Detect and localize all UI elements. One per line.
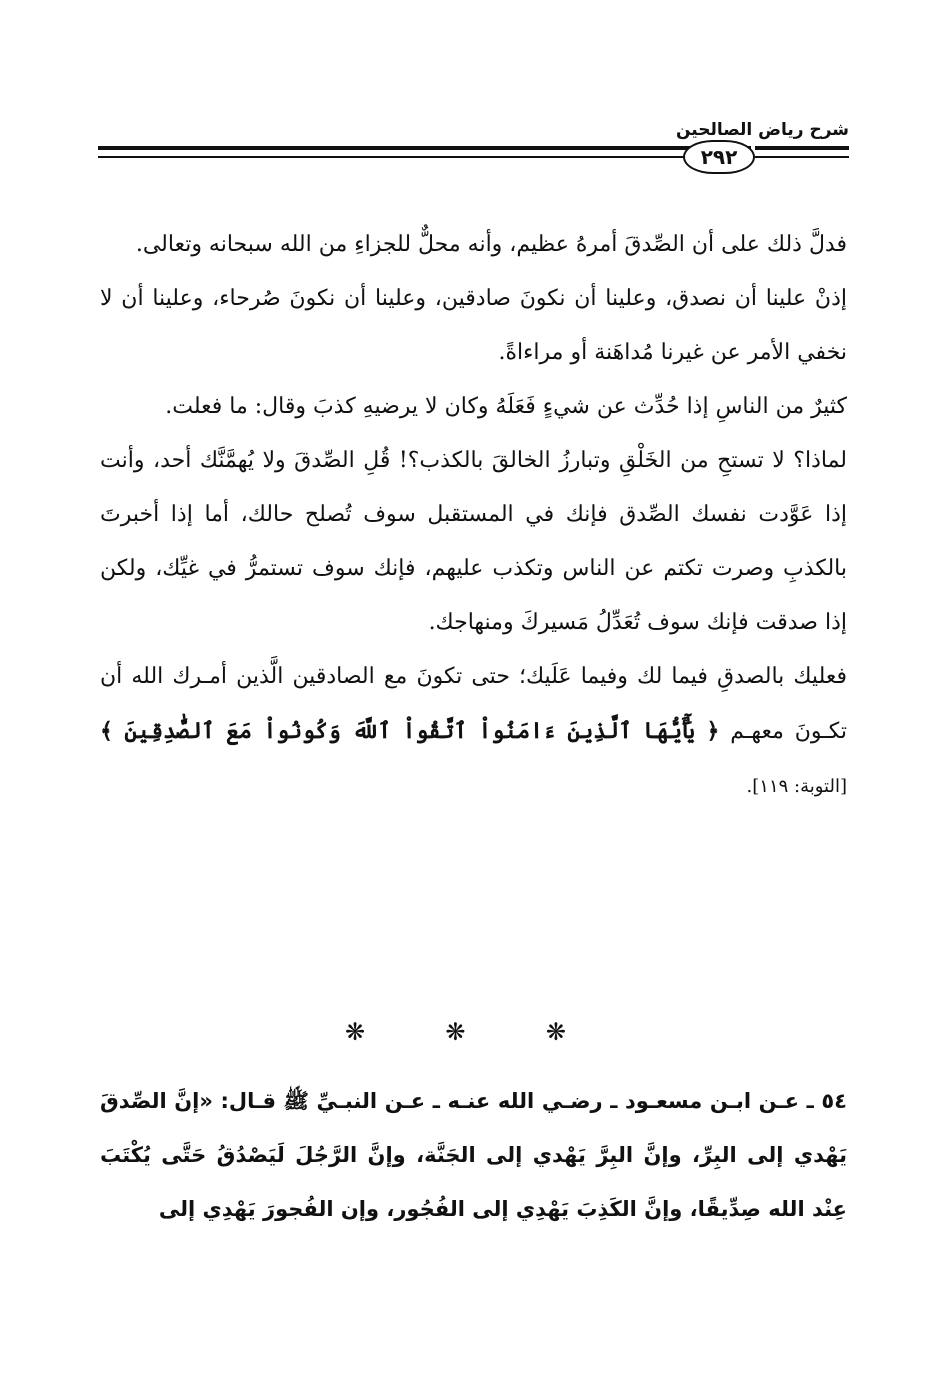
paragraph-1: فدلَّ ذلك على أن الصِّدقَ أمرهُ عظيم، وأنه محلٌّ للجزاءِ من الله سبحانه وتعالى. — [135, 232, 847, 257]
paragraph-5 — [100, 650, 847, 814]
page-number-badge — [683, 140, 755, 174]
paragraph-2: إذنْ علينا أن نصدق، وعلينا أن نكونَ صادقين، وعلينا أن نكونَ صُرحاء، وعلينا أن لا نخفي الأمر عن غيرنا مُداهَنة أو مراءاةً. — [100, 286, 847, 365]
running-header-title: شرح رياض الصالحين — [675, 120, 849, 140]
hadith-text: ٥٤ ـ عـن ابـن مسعـود ـ رضـي الله عنـه ـ عـن النبـيِّ ﷺ قـال: «إنَّ الصِّدقَ يَهْدي إلى البِرِّ، وإنَّ البِرَّ يَهْدي إلى الجَنَّة، وإنَّ الرَّجُلَ لَيَصْدُقُ حَتَّى يُكْتَبَ عِنْد الله صِدِّيقًا، وإنَّ الكَذِبَ يَهْدِي إلى الفُجُور، وإن الفُجورَ يَهْدِي إلى — [100, 1089, 847, 1221]
section-separator: ❋ ❋ ❋ — [344, 1018, 603, 1046]
hadith-block — [100, 1074, 847, 1236]
page-number: ٢٩٢ — [700, 145, 738, 169]
verse-reference: [التوبة: ١١٩]. — [746, 776, 847, 797]
paragraph-4: لماذا؟ لا تستحِ من الخَلْقِ وتبارزُ الخالقَ بالكذب؟! قُلِ الصِّدقَ ولا يُهمَّنَّك أحد، وأنت إذا عَوَّدت نفسك الصِّدق فإنك في المستقبل سوف تُصلح حالك، أما إذا أخبرتَ بالكذبِ وصرت تكتم عن الناس وتكذب عليهم، فإنك سوف تستمرُّ في غيِّك، ولكن إذا صدقت فإنك سوف تُعَدِّلُ مَسيركَ ومنهاجك. — [100, 448, 847, 635]
paragraph-3: كثيرٌ من الناسِ إذا حُدِّث عن شيءٍ فَعَلَهُ وكان لا يرضيهِ كذبَ وقال: ما فعلت. — [165, 394, 847, 419]
header-rule-bottom-right — [755, 156, 849, 158]
paragraph-5-text: فعليك بالصدقِ فيما لك وفيما عَلَيك؛ حتى تكونَ مع الصادقين الَّذين أمـرك الله أن تكـونَ معهـم — [100, 664, 848, 744]
header-rule-top-right — [755, 146, 849, 150]
header-rule-left-thin — [98, 156, 683, 158]
body-text — [100, 218, 847, 814]
quran-verse: ﴿ يَٰٓأَيُّهَا ٱلَّذِينَ ءَامَنُواْ ٱتَّقُواْ ٱللَّهَ وَكُونُواْ مَعَ ٱلصَّٰدِقِينَ ﴾ — [100, 718, 720, 744]
header-rule-left — [98, 146, 683, 150]
